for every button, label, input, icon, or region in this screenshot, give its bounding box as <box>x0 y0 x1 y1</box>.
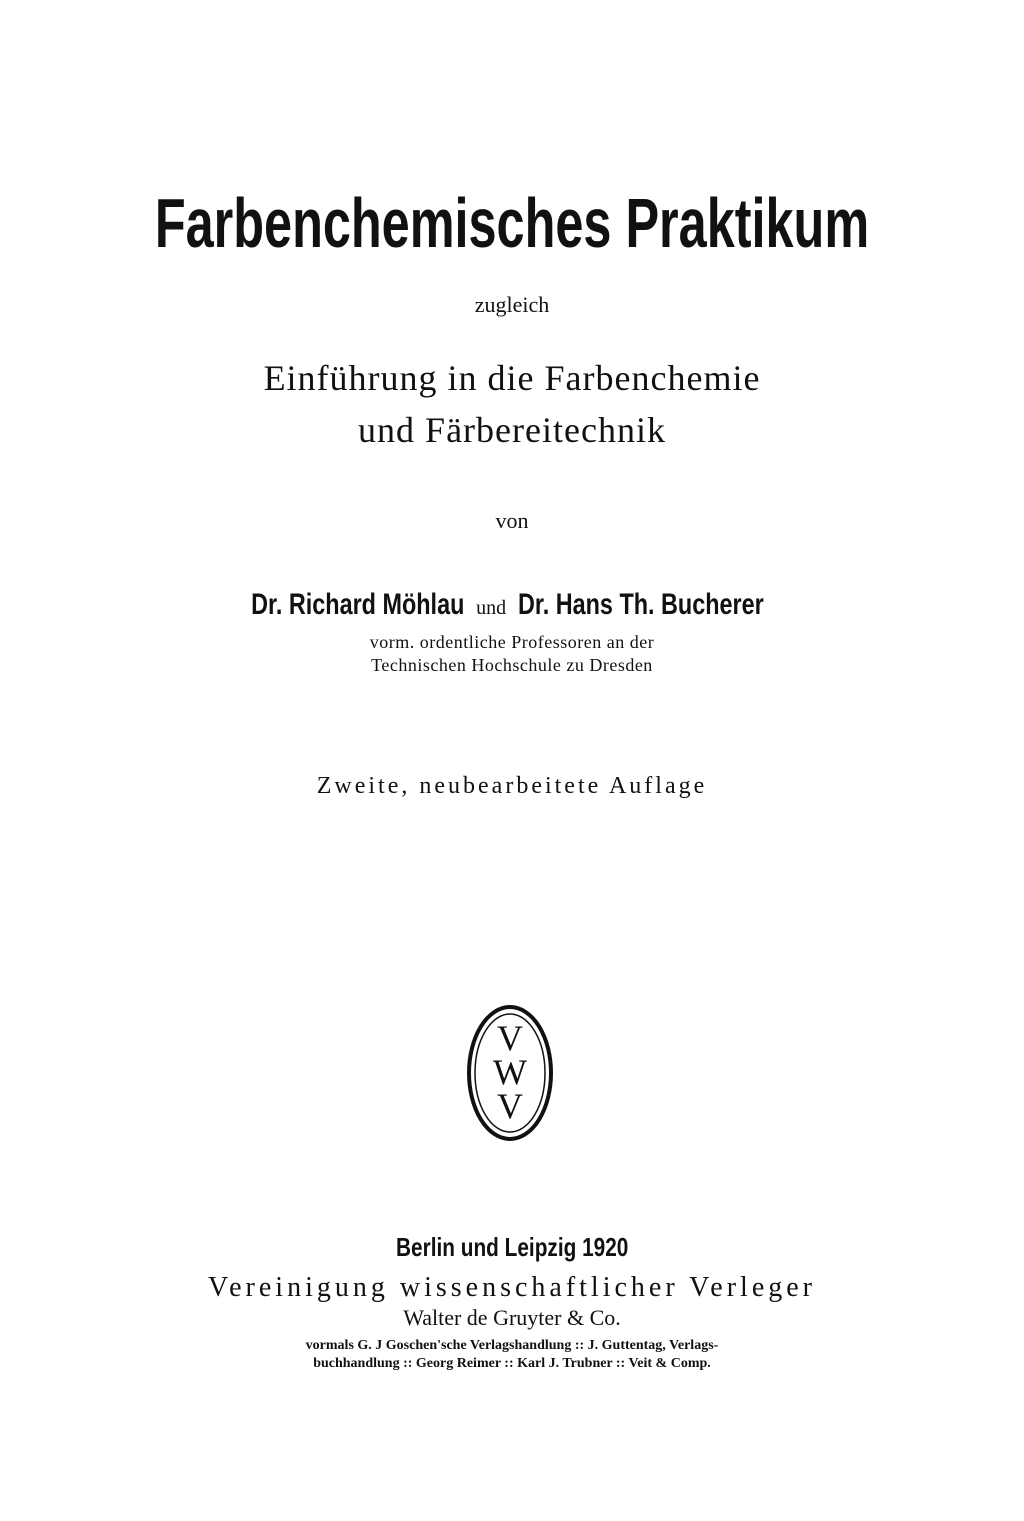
place-and-year <box>0 1230 1024 1264</box>
place-and-year-text: Berlin und Leipzig 1920 <box>395 1232 629 1262</box>
former-publishers-line-2: buchhandlung :: Georg Reimer :: Karl J. Trubner :: Veit & Comp. <box>313 1356 711 1371</box>
publisher-name: Vereinigung wissenschaftlicher Verleger <box>208 1272 816 1303</box>
publisher-monogram-oval-icon <box>466 1004 554 1142</box>
affiliation-line-1: vorm. ordentliche Professoren an der <box>369 632 655 652</box>
logo-letter-middle: W <box>493 1052 527 1092</box>
publisher-logo-svg <box>466 1004 554 1142</box>
affiliation-line-2: Technischen Hochschule zu Dresden <box>371 655 653 675</box>
logo-letter-bottom: V <box>497 1086 523 1126</box>
book-title: Farbenchemisches Praktikum <box>154 184 870 262</box>
author-first: Dr. Richard Möhlau <box>251 588 465 621</box>
title-connector: zugleich <box>474 292 550 317</box>
author-second: Dr. Hans Th. Bucherer <box>517 588 764 621</box>
subtitle-line-2: und Färbereitechnik <box>358 410 666 450</box>
by-label: von <box>495 508 529 533</box>
logo-letter-top: V <box>497 1018 523 1058</box>
authors-line <box>0 585 1024 628</box>
former-publishers-line-1: vormals G. J Goschen'sche Verlagshandlung :: J. Guttentag, Verlags- <box>305 1338 719 1353</box>
edition-statement: Zweite, neubearbeitete Auflage <box>316 773 708 799</box>
publisher-imprint: Walter de Gruyter & Co. <box>403 1305 621 1330</box>
subtitle-line-1: Einführung in die Farbenchemie <box>263 358 761 398</box>
authors-and: und <box>476 597 507 619</box>
